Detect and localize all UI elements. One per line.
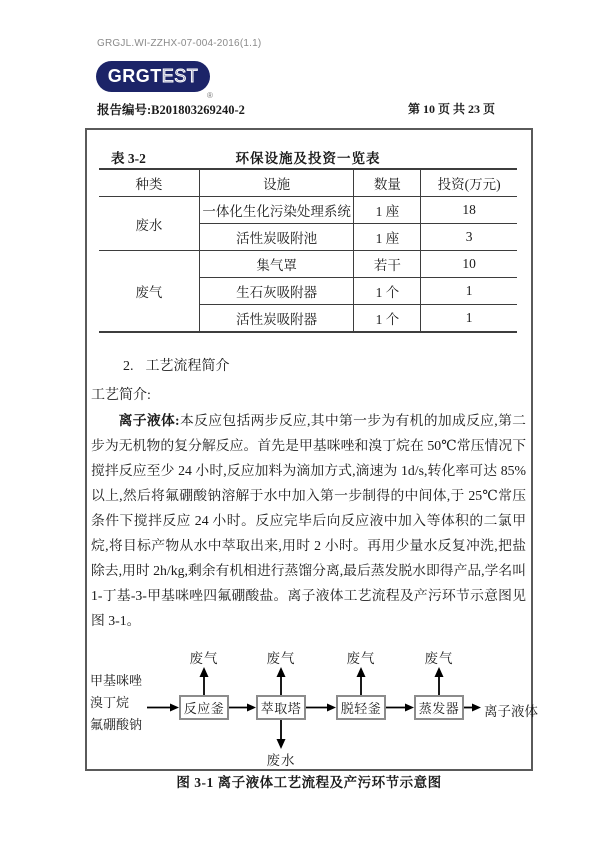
facility-cell: 活性炭吸附器 [199,305,354,333]
flow-box-extraction-tower: 萃取塔 [256,695,306,720]
section-number: 2. [123,359,134,374]
column-header-category: 种类 [99,170,199,197]
report-number-label: 报告编号: [97,103,152,117]
section-title: 工艺流程简介 [145,359,230,374]
input-material: 氟硼酸钠 [90,717,143,732]
waste-gas-label: 废气 [346,651,376,666]
investment-cell: 3 [421,224,517,251]
process-intro-label: 工艺简介: [91,388,151,403]
column-header-quantity: 数量 [354,170,421,197]
content-frame [85,128,538,790]
quantity-cell: 若干 [354,251,421,278]
table-row [99,197,517,224]
quantity-cell: 1 个 [354,278,421,305]
table-number: 表 3-2 [111,151,146,166]
flow-box-evaporator: 蒸发器 [414,695,464,720]
flow-diagram [87,646,538,796]
flow-box-reactor: 反应釜 [179,695,229,720]
registered-trademark-icon: ® [207,91,213,100]
category-cell-wastegas: 废气 [99,251,199,333]
section-heading [123,355,527,375]
quantity-cell: 1 座 [354,197,421,224]
output-product-label: 离子液体 [484,704,538,719]
input-material: 甲基咪唑 [90,673,143,688]
waste-gas-label: 废气 [189,651,219,666]
facility-cell: 活性炭吸附池 [199,224,354,251]
column-header-facility: 设施 [199,170,354,197]
figure-caption: 图 3-1 离子液体工艺流程及产污环节示意图 [176,775,442,790]
facility-cell: 一体化生化污染处理系统 [199,197,354,224]
facility-cell: 生石灰吸附器 [199,278,354,305]
process-paragraph [91,408,526,633]
document-code: GRGJL.WI-ZZHX-07-004-2016(1.1) [97,38,262,49]
investment-cell: 1 [465,310,473,325]
paragraph-lead: 离子液体: [118,413,180,428]
investment-cell: 18 [421,197,517,224]
input-material: 溴丁烷 [90,695,130,710]
investment-cell: 1 [421,278,517,305]
investment-cell: 10 [421,251,517,278]
table-row [99,251,517,278]
page-indicator: 第 10 页 共 23 页 [408,102,496,116]
quantity-cell: 1 座 [354,224,421,251]
quantity-cell: 1 个 [354,305,421,333]
flow-box-stripping-kettle: 脱轻釜 [336,695,386,720]
waste-gas-label: 废气 [424,651,454,666]
grgtest-logo [96,61,210,92]
table-caption [99,147,517,170]
waste-gas-label: 废气 [266,651,296,666]
column-header-investment: 投资(万元) [421,170,517,197]
table-title: 环保设施及投资一览表 [235,151,381,166]
facility-cell: 集气罩 [199,251,354,278]
paragraph-body: 本反应包括两步反应,其中第一步为有机的加成反应,第二步为无机物的复分解反应。首先是甲基咪唑和溴丁烷在 50℃常压情况下搅拌反应至少 24 小时,反应加料为滴加方式,滴速为 1d/s,转化率可达 85%以上,然后将氟硼酸钠溶解于水中加入第一步制得的中间体,于 25℃常压条件下搅拌反应 24 小时。反应完毕后向反应液中加入等体积的二氯甲烷,将目标产物从水中萃取出来,用时 2 小时。再用少量水反复冲洗,把盐除去,用时 2h/kg,剩余有机相进行蒸馏分离,最后蒸发脱水即得产品,学名叫 1-丁基-3-甲基咪唑四氟硼酸盐。离子液体工艺流程及产污环节示意图见图 3-1。 [91,413,526,628]
env-investment-table [99,147,517,333]
waste-water-label: 废水 [266,753,296,768]
logo-text-sub: EST [161,66,199,86]
input-materials-label [90,670,142,736]
report-number-value: B201803269240-2 [151,103,245,117]
logo-text-main: GRGT [107,66,162,86]
report-number [97,100,245,118]
table-header-row [99,170,517,197]
category-cell-wastewater: 废水 [99,197,199,251]
